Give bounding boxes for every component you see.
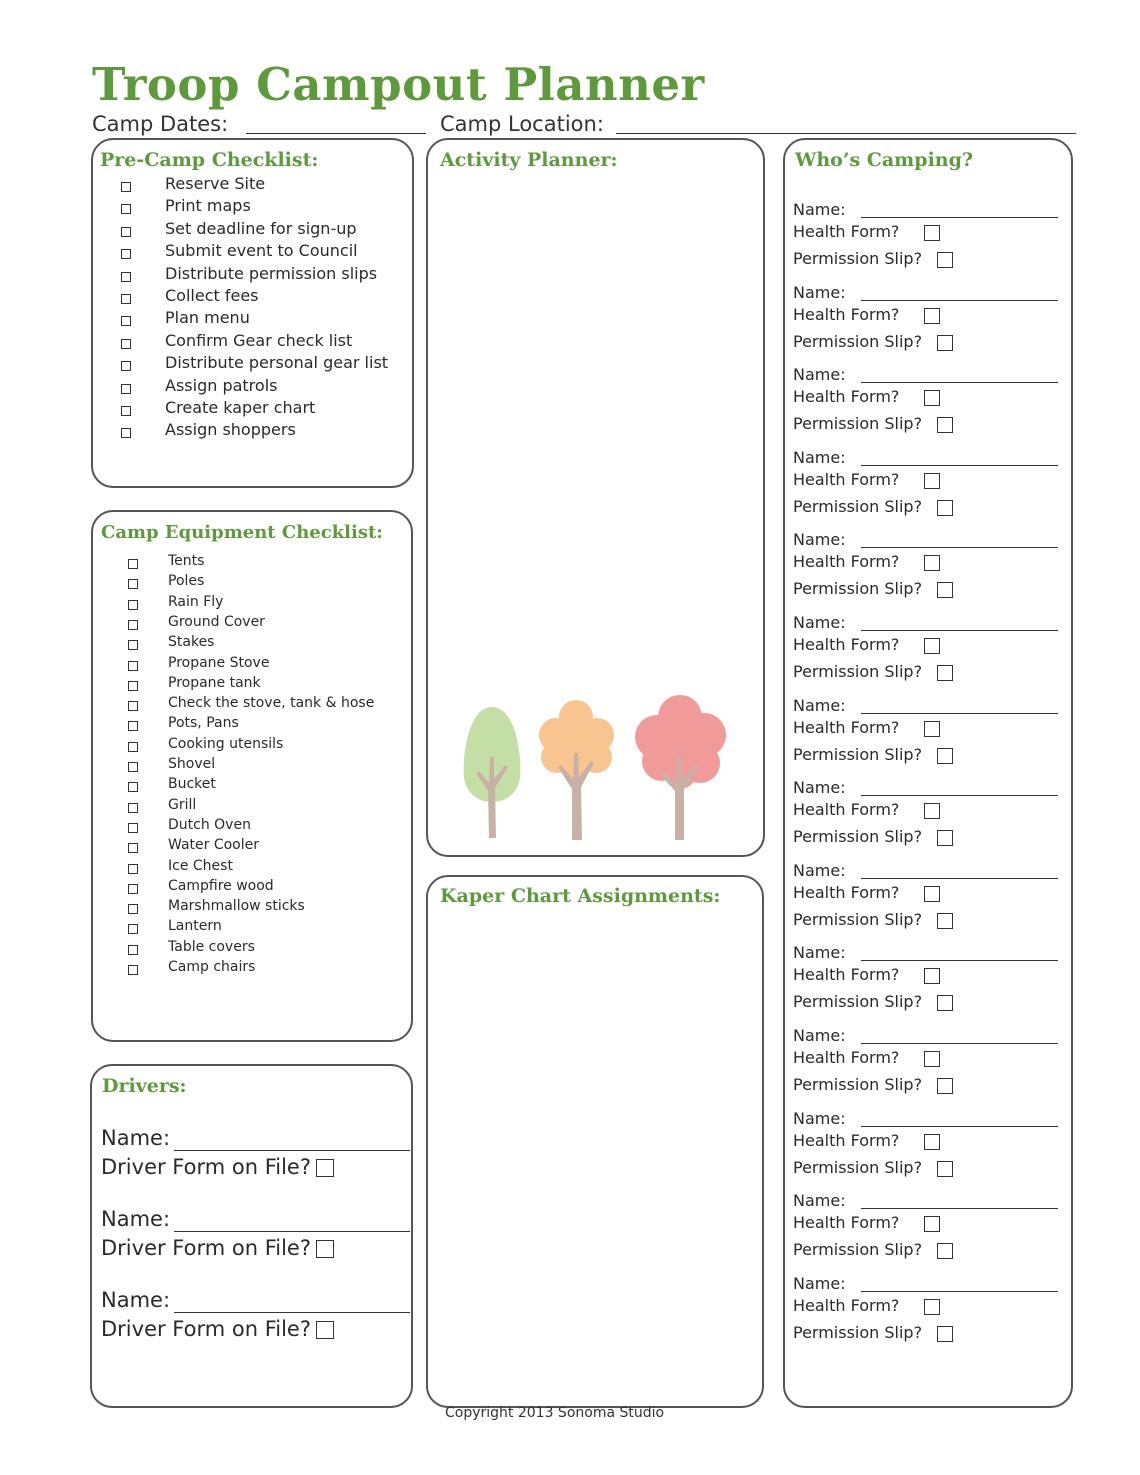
- camper-name-label: Name:: [793, 447, 846, 467]
- camper-name-label: Name:: [793, 1026, 846, 1045]
- orange-tree: [539, 700, 614, 840]
- equipment-item: Water Cooler: [168, 837, 259, 854]
- driver-name-field[interactable]: [174, 1231, 410, 1232]
- checkbox[interactable]: [128, 884, 138, 894]
- health-form-checkbox[interactable]: [924, 308, 940, 324]
- health-form-label: Health Form?: [793, 717, 900, 737]
- camper-name-label: Name:: [793, 1191, 846, 1211]
- permission-slip-label: Permission Slip?: [793, 662, 923, 681]
- precamp-panel: [91, 138, 414, 488]
- camp-dates-field[interactable]: [246, 133, 426, 134]
- health-form-label: Health Form?: [793, 882, 900, 902]
- health-form-checkbox[interactable]: [924, 555, 940, 571]
- checkbox[interactable]: [121, 339, 131, 349]
- checklist-item: Distribute permission slips: [165, 263, 378, 283]
- checkbox[interactable]: [128, 600, 138, 610]
- driver-form-label: Driver Form on File?: [101, 1317, 311, 1341]
- permission-slip-label: Permission Slip?: [793, 331, 923, 351]
- camper-name-field[interactable]: [861, 960, 1058, 961]
- checkbox[interactable]: [128, 661, 138, 671]
- checkbox[interactable]: [128, 945, 138, 955]
- permission-slip-label: Permission Slip?: [793, 579, 923, 599]
- health-form-checkbox[interactable]: [924, 803, 940, 819]
- driver-name-label: Name:: [101, 1207, 171, 1231]
- permission-slip-checkbox[interactable]: [937, 830, 953, 846]
- health-form-label: Health Form?: [793, 1048, 900, 1067]
- checklist-item: Distribute personal gear list: [165, 353, 389, 373]
- equipment-panel: [91, 510, 413, 1042]
- checklist-item: Print maps: [165, 196, 251, 216]
- permission-slip-label: Permission Slip?: [793, 414, 923, 434]
- camper-name-label: Name:: [793, 695, 846, 715]
- equipment-item: Ice Chest: [168, 857, 233, 874]
- equipment-item: Grill: [168, 796, 197, 813]
- health-form-label: Health Form?: [793, 800, 900, 820]
- checkbox[interactable]: [121, 406, 131, 416]
- driver-form-label: Driver Form on File?: [101, 1236, 311, 1260]
- camper-name-label: Name:: [793, 1273, 846, 1293]
- camper-name-field[interactable]: [861, 878, 1058, 879]
- camper-name-field[interactable]: [861, 300, 1058, 301]
- checklist-item: Plan menu: [165, 308, 250, 328]
- checklist-item: Collect fees: [165, 286, 259, 305]
- health-form-label: Health Form?: [793, 304, 900, 324]
- health-form-checkbox[interactable]: [924, 968, 940, 984]
- checkbox[interactable]: [128, 721, 138, 731]
- checkbox[interactable]: [128, 742, 138, 752]
- checkbox[interactable]: [128, 762, 138, 772]
- equipment-item: Ground Cover: [168, 613, 265, 630]
- kaper-title: Kaper Chart Assignments:: [440, 885, 721, 907]
- camper-name-label: Name:: [793, 943, 846, 963]
- equipment-item: Rain Fly: [168, 593, 224, 610]
- activity-title: Activity Planner:: [440, 149, 618, 171]
- checklist-item: Assign patrols: [165, 375, 278, 395]
- permission-slip-checkbox[interactable]: [937, 995, 953, 1011]
- driver-name-label: Name:: [101, 1288, 171, 1312]
- health-form-label: Health Form?: [793, 1213, 900, 1233]
- precamp-title: Pre-Camp Checklist:: [100, 149, 319, 171]
- camper-name-label: Name:: [793, 365, 846, 385]
- camper-name-field[interactable]: [861, 713, 1058, 714]
- campers-title: Who’s Camping?: [795, 149, 974, 171]
- green-tree: [464, 707, 521, 838]
- camp-dates-label: Camp Dates:: [92, 112, 229, 136]
- equipment-item: Dutch Oven: [168, 816, 251, 833]
- checkbox[interactable]: [121, 316, 131, 326]
- camper-name-label: Name:: [793, 530, 846, 550]
- health-form-label: Health Form?: [793, 387, 900, 407]
- equipment-item: Table covers: [168, 938, 255, 955]
- checkbox[interactable]: [121, 272, 131, 282]
- camp-location-field[interactable]: [616, 133, 1076, 134]
- checkbox[interactable]: [121, 249, 131, 259]
- checklist-item: Create kaper chart: [165, 398, 316, 417]
- checkbox[interactable]: [121, 227, 131, 237]
- permission-slip-checkbox[interactable]: [937, 1326, 953, 1342]
- drivers-panel: [90, 1064, 413, 1408]
- camper-name-label: Name:: [793, 1108, 846, 1128]
- checklist-item: Assign shoppers: [165, 420, 296, 440]
- checkbox[interactable]: [128, 701, 138, 711]
- permission-slip-checkbox[interactable]: [937, 582, 953, 598]
- camper-name-field[interactable]: [861, 795, 1058, 796]
- equipment-title: Camp Equipment Checklist:: [101, 522, 383, 543]
- equipment-item: Campfire wood: [168, 877, 274, 894]
- checkbox[interactable]: [128, 681, 138, 691]
- pink-tree: [635, 695, 726, 840]
- health-form-label: Health Form?: [793, 1130, 900, 1150]
- checkbox[interactable]: [128, 843, 138, 853]
- equipment-item: Bucket: [168, 776, 216, 793]
- camper-name-field[interactable]: [861, 1126, 1058, 1127]
- health-form-label: Health Form?: [793, 965, 900, 985]
- permission-slip-label: Permission Slip?: [793, 1240, 923, 1260]
- health-form-label: Health Form?: [793, 469, 900, 489]
- health-form-checkbox[interactable]: [924, 473, 940, 489]
- camper-name-field[interactable]: [861, 1043, 1058, 1044]
- permission-slip-checkbox[interactable]: [937, 252, 953, 268]
- checkbox[interactable]: [128, 640, 138, 650]
- checkbox[interactable]: [128, 904, 138, 914]
- health-form-checkbox[interactable]: [924, 638, 940, 654]
- checkbox[interactable]: [121, 204, 131, 214]
- checkbox[interactable]: [128, 965, 138, 975]
- health-form-checkbox[interactable]: [924, 886, 940, 902]
- permission-slip-label: Permission Slip?: [793, 1322, 923, 1342]
- permission-slip-checkbox[interactable]: [937, 748, 953, 764]
- driver-name-field[interactable]: [174, 1312, 410, 1313]
- equipment-item: Cooking utensils: [168, 735, 284, 752]
- permission-slip-label: Permission Slip?: [793, 909, 923, 929]
- camper-name-field[interactable]: [861, 465, 1058, 466]
- checkbox[interactable]: [128, 924, 138, 934]
- equipment-item: Shovel: [168, 756, 216, 772]
- camper-name-label: Name:: [793, 860, 846, 880]
- equipment-item: Propane tank: [168, 674, 261, 691]
- checkbox[interactable]: [128, 620, 138, 630]
- equipment-item: Propane Stove: [168, 654, 270, 671]
- checkbox[interactable]: [121, 182, 131, 192]
- checkbox[interactable]: [121, 384, 131, 394]
- health-form-checkbox[interactable]: [924, 1299, 940, 1315]
- camper-name-field[interactable]: [861, 630, 1058, 631]
- equipment-item: Pots, Pans: [168, 715, 239, 732]
- permission-slip-label: Permission Slip?: [793, 744, 923, 764]
- permission-slip-checkbox[interactable]: [937, 1161, 953, 1177]
- campers-panel: [783, 138, 1073, 1408]
- checkbox[interactable]: [128, 803, 138, 813]
- camper-name-label: Name:: [793, 282, 846, 302]
- health-form-label: Health Form?: [793, 635, 900, 654]
- drivers-title: Drivers:: [102, 1075, 187, 1097]
- checkbox[interactable]: [128, 559, 138, 569]
- checkbox[interactable]: [128, 864, 138, 874]
- equipment-item: Check the stove, tank & hose: [168, 695, 375, 712]
- checkbox[interactable]: [121, 428, 131, 438]
- camper-name-field[interactable]: [861, 1208, 1058, 1209]
- checklist-item: Set deadline for sign-up: [165, 218, 357, 238]
- health-form-label: Health Form?: [793, 552, 900, 572]
- checklist-item: Submit event to Council: [165, 241, 358, 261]
- permission-slip-label: Permission Slip?: [793, 249, 923, 268]
- checkbox[interactable]: [128, 782, 138, 792]
- equipment-item: Lantern: [168, 918, 222, 935]
- copyright-text: Copyright 2013 Sonoma Studio: [445, 1405, 665, 1421]
- camper-name-field[interactable]: [861, 1291, 1058, 1292]
- permission-slip-checkbox[interactable]: [937, 1078, 953, 1094]
- camp-location-label: Camp Location:: [440, 112, 604, 136]
- checkbox[interactable]: [121, 361, 131, 371]
- kaper-panel: [426, 875, 764, 1408]
- checkbox[interactable]: [128, 579, 138, 589]
- health-form-label: Health Form?: [793, 222, 900, 241]
- driver-name-label: Name:: [101, 1126, 171, 1150]
- permission-slip-checkbox[interactable]: [937, 913, 953, 929]
- permission-slip-label: Permission Slip?: [793, 496, 923, 516]
- permission-slip-checkbox[interactable]: [937, 417, 953, 433]
- driver-form-label: Driver Form on File?: [101, 1155, 311, 1179]
- permission-slip-label: Permission Slip?: [793, 1157, 923, 1177]
- driver-form-checkbox[interactable]: [316, 1159, 334, 1177]
- equipment-item: Camp chairs: [168, 959, 256, 975]
- health-form-checkbox[interactable]: [924, 1134, 940, 1150]
- checkbox[interactable]: [121, 294, 131, 304]
- page-title: Troop Campout Planner: [92, 58, 705, 111]
- activity-panel: [426, 138, 765, 857]
- checklist-item: Confirm Gear check list: [165, 330, 353, 350]
- trees-illustration: [460, 695, 740, 845]
- health-form-checkbox[interactable]: [924, 225, 940, 241]
- permission-slip-label: Permission Slip?: [793, 827, 923, 847]
- health-form-checkbox[interactable]: [924, 390, 940, 406]
- health-form-checkbox[interactable]: [924, 1216, 940, 1232]
- equipment-item: Tents: [168, 553, 205, 569]
- camper-name-field[interactable]: [861, 217, 1058, 218]
- equipment-item: Marshmallow sticks: [168, 898, 305, 915]
- driver-name-field[interactable]: [174, 1150, 410, 1151]
- permission-slip-label: Permission Slip?: [793, 1075, 923, 1094]
- checkbox[interactable]: [128, 823, 138, 833]
- driver-form-checkbox[interactable]: [316, 1240, 334, 1258]
- permission-slip-checkbox[interactable]: [937, 500, 953, 516]
- health-form-label: Health Form?: [793, 1295, 900, 1315]
- camper-name-field[interactable]: [861, 547, 1058, 548]
- camper-name-label: Name:: [793, 200, 846, 219]
- equipment-item: Stakes: [168, 634, 215, 651]
- permission-slip-label: Permission Slip?: [793, 992, 923, 1012]
- permission-slip-checkbox[interactable]: [937, 665, 953, 681]
- camper-name-label: Name:: [793, 613, 846, 632]
- health-form-checkbox[interactable]: [924, 721, 940, 737]
- equipment-item: Poles: [168, 573, 205, 590]
- camper-name-label: Name:: [793, 778, 846, 798]
- driver-form-checkbox[interactable]: [316, 1321, 334, 1339]
- checklist-item: Reserve Site: [165, 174, 266, 193]
- camper-name-field[interactable]: [861, 382, 1058, 383]
- permission-slip-checkbox[interactable]: [937, 1243, 953, 1259]
- health-form-checkbox[interactable]: [924, 1051, 940, 1067]
- permission-slip-checkbox[interactable]: [937, 335, 953, 351]
